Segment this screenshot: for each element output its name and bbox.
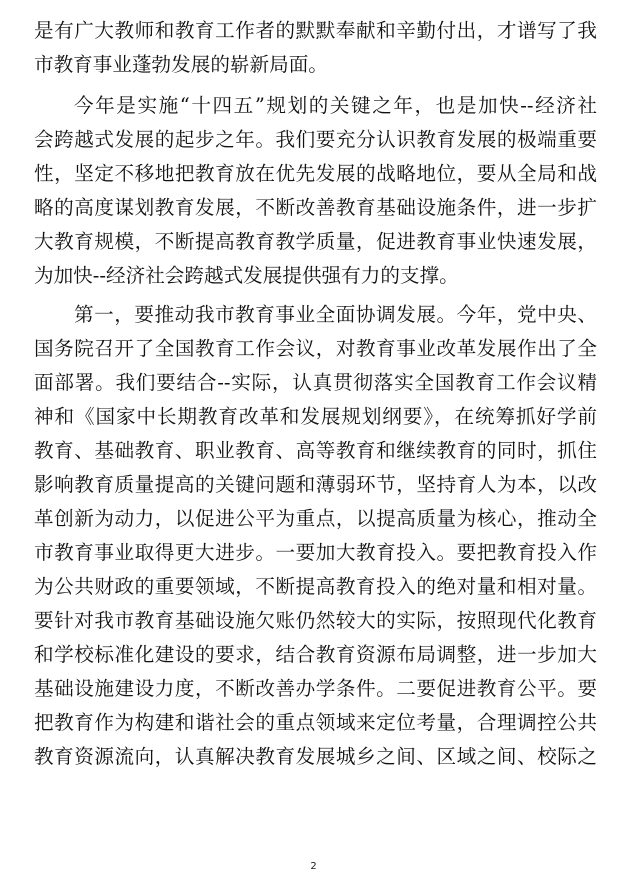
text-line: 为加快--经济社会跨越式发展提供强有力的支撑。	[34, 264, 459, 287]
text-line: 略的高度谋划教育发展，不断改善教育基础设施条件，进一步扩	[34, 196, 597, 219]
text-line: 大教育规模，不断提高教育教学质量，促进教育事业快速发展，	[34, 230, 597, 253]
text-line: 神和《国家中长期教育改革和发展规划纲要》，在统筹抓好学前	[34, 405, 597, 428]
text-line: 和学校标准化建设的要求，结合教育资源布局调整，进一步加大	[34, 643, 597, 666]
text-line: 要针对我市教育基础设施欠账仍然较大的实际，按照现代化教育	[34, 609, 597, 632]
text-line: 为公共财政的重要领域，不断提高教育投入的绝对量和相对量。	[34, 575, 597, 598]
text-line: 会跨越式发展的起步之年。我们要充分认识教育发展的极端重要	[34, 128, 597, 151]
text-line: 是有广大教师和教育工作者的默默奉献和辛勤付出，才谱写了我	[34, 19, 597, 42]
text-line: 基础设施建设力度，不断改善办学条件。二要促进教育公平。要	[34, 677, 597, 700]
text-line: 面部署。我们要结合--实际，认真贯彻落实全国教育工作会议精	[34, 371, 597, 394]
paragraph-first-line: 第一，要推动我市教育事业全面协调发展。今年，党中央、	[74, 303, 597, 326]
text-line: 国务院召开了全国教育工作会议，对教育事业改革发展作出了全	[34, 337, 597, 360]
text-line: 市教育事业蓬勃发展的崭新局面。	[34, 53, 328, 76]
text-line: 教育资源流向，认真解决教育发展城乡之间、区域之间、校际之	[34, 745, 597, 768]
text-line: 革创新为动力，以促进公平为重点，以提高质量为核心，推动全	[34, 507, 597, 530]
text-line: 教育、基础教育、职业教育、高等教育和继续教育的同时，抓住	[34, 439, 597, 462]
text-line: 把教育作为构建和谐社会的重点领域来定位考量，合理调控公共	[34, 711, 597, 734]
page-number: 2	[310, 861, 317, 872]
paragraph-first-line: 今年是实施“十四五”规划的关键之年，也是加快--经济社	[74, 94, 597, 117]
text-line: 影响教育质量提高的关键问题和薄弱环节，坚持育人为本，以改	[34, 473, 597, 496]
text-line: 市教育事业取得更大进步。一要加大教育投入。要把教育投入作	[34, 541, 597, 564]
text-line: 性，坚定不移地把教育放在优先发展的战略地位，要从全局和战	[34, 162, 597, 185]
